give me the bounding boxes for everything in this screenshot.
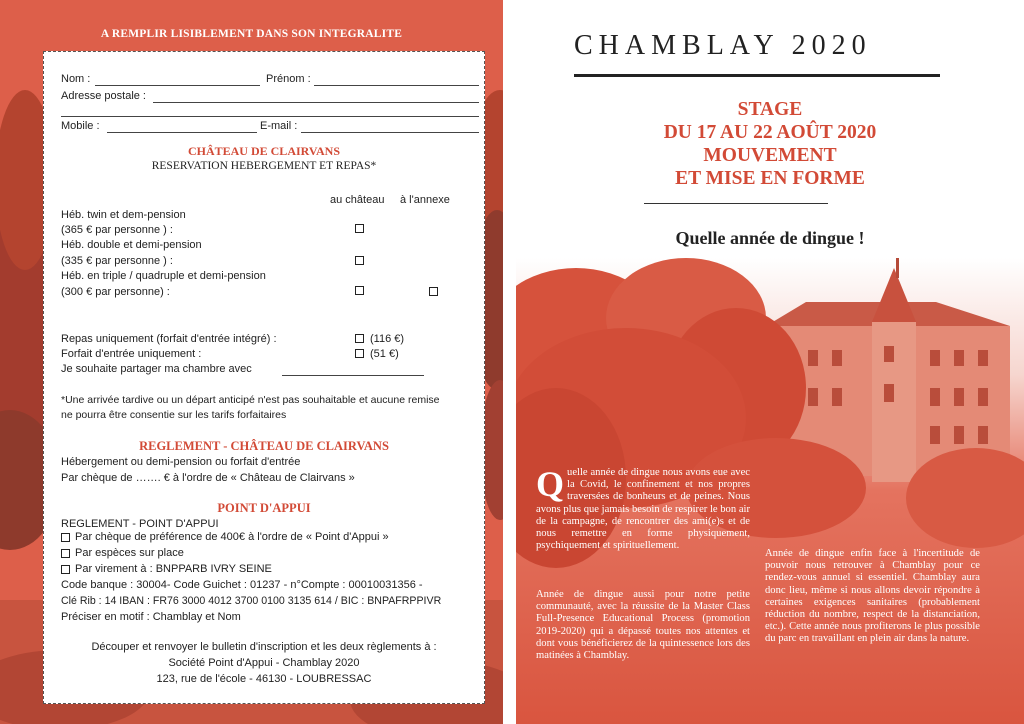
repas-label: Repas uniquement (forfait d'entrée intégré) : <box>61 333 277 345</box>
event-title: CHAMBLAY 2020 <box>574 30 872 61</box>
roommate-field[interactable] <box>282 375 424 376</box>
point-appui-title: POINT D'APPUI <box>217 501 311 515</box>
stage-line-3: MOUVEMENT <box>703 145 837 166</box>
reglement-chateau-title: REGLEMENT - CHÂTEAU DE CLAIRVANS <box>139 439 389 453</box>
intro-paragraph-1 <box>536 464 750 552</box>
payment-motif: Préciser en motif : Chamblay et Nom <box>61 611 241 623</box>
stage-line-dates: DU 17 AU 22 AOÛT 2020 <box>663 122 877 143</box>
intro-paragraph-1-text: uelle année de dingue nous avons eue avec la Covid, le confinement et nos propres traversées de bonheurs et de peines. Nous avons plus que jamais besoin de respirer le bon air de la campagne, de rencontrer des ami(e)s et de nous remettre en forme physiquement, psychiquement et spirituellement. <box>536 467 750 552</box>
adresse-field-line2[interactable] <box>61 116 479 117</box>
email-field[interactable] <box>301 132 479 133</box>
registration-panel <box>0 0 503 724</box>
room-double-label: Héb. double et demi-pension <box>61 239 202 251</box>
registration-form <box>43 51 485 704</box>
payment-especes-label: Par espèces sur place <box>75 547 184 559</box>
reglement-chateau-line2: Par chèque de ……. € à l'ordre de « Château de Clairvans » <box>61 472 355 484</box>
tarif-note-line2: ne pourra être consentie sur les tarifs forfaitaires <box>61 409 287 421</box>
forfait-checkbox[interactable] <box>355 349 364 358</box>
adresse-field[interactable] <box>153 102 479 103</box>
drop-cap: Q <box>536 464 565 504</box>
forfait-label: Forfait d'entrée uniquement : <box>61 348 202 360</box>
reglement-chateau-line1: Hébergement ou demi-pension ou forfait d'entrée <box>61 456 301 468</box>
point-appui-subtitle: REGLEMENT - POINT D'APPUI <box>61 518 219 530</box>
email-label: E-mail : <box>260 120 298 132</box>
payment-virement-label: Par virement à : BNPPARB IVRY SEINE <box>75 563 272 575</box>
repas-checkbox[interactable] <box>355 334 364 343</box>
roommate-label: Je souhaite partager ma chambre avec <box>61 363 252 375</box>
mobile-field[interactable] <box>107 132 257 133</box>
prenom-field[interactable] <box>314 85 479 86</box>
payment-virement-checkbox[interactable] <box>61 565 70 574</box>
room-triple-label: Héb. en triple / quadruple et demi-pension <box>61 270 266 282</box>
brochure-cover <box>516 0 1024 724</box>
room-twin-price: (365 € par personne ) : <box>61 224 173 236</box>
title-underline <box>574 74 940 77</box>
nom-label: Nom : <box>61 73 91 85</box>
return-address: 123, rue de l'école - 46130 - LOUBRESSAC <box>156 673 372 685</box>
room-twin-chateau-checkbox[interactable] <box>355 224 364 233</box>
nom-field[interactable] <box>95 85 260 86</box>
stage-line-1: STAGE <box>737 99 803 120</box>
room-twin-label: Héb. twin et dem-pension <box>61 209 186 221</box>
payment-cheque-label: Par chèque de préférence de 400€ à l'ordre de « Point d'Appui » <box>75 531 389 543</box>
return-company: Société Point d'Appui - Chamblay 2020 <box>168 657 360 669</box>
column-annexe-label: à l'annexe <box>400 194 450 206</box>
stage-heading <box>516 98 1024 190</box>
room-triple-chateau-checkbox[interactable] <box>355 286 364 295</box>
prenom-label: Prénom : <box>266 73 311 85</box>
adresse-label: Adresse postale : <box>61 90 146 102</box>
form-instruction-header: A REMPLIR LISIBLEMENT DANS SON INTEGRALITE <box>100 28 403 40</box>
room-double-price: (335 € par personne ) : <box>61 255 173 267</box>
return-instructions: Découper et renvoyer le bulletin d'inscription et les deux règlements à : <box>91 641 437 653</box>
repas-price: (116 €) <box>370 333 405 345</box>
tarif-note-line1: *Une arrivée tardive ou un départ anticipé n'est pas souhaitable et aucune remise <box>61 394 440 406</box>
column-chateau-label: au château <box>330 194 385 206</box>
chateau-section-title: CHÂTEAU DE CLAIRVANS <box>187 144 341 158</box>
stage-underline <box>644 203 828 204</box>
forfait-price: (51 €) <box>370 348 399 360</box>
chateau-section-subtitle: RESERVATION HEBERGEMENT ET REPAS* <box>151 160 377 172</box>
stage-line-4: ET MISE EN FORME <box>675 168 865 189</box>
tagline: Quelle année de dingue ! <box>675 228 865 248</box>
room-triple-price: (300 € par personne) : <box>61 286 170 298</box>
room-double-chateau-checkbox[interactable] <box>355 256 364 265</box>
room-triple-annexe-checkbox[interactable] <box>429 287 438 296</box>
mobile-label: Mobile : <box>61 120 100 132</box>
intro-paragraph-3: Année de dingue enfin face à l'incertitude de pouvoir nous retrouver à Chamblay pour ce rendez-vous annuel si essentiel. Chamblay aura donc lieu, même si nous allons devoir répondre à certaines exigences sanitaires (probablement réduction du nombre, respect de la distanciation, etc.). Cette année nous profiterons le plus possible du parc en travaillant en plein air dans la nature. <box>765 548 980 645</box>
payment-cheque-checkbox[interactable] <box>61 533 70 542</box>
payment-especes-checkbox[interactable] <box>61 549 70 558</box>
bank-codes: Code banque : 30004- Code Guichet : 01237 - n°Compte : 00010031356 - <box>61 579 423 591</box>
bank-iban: Clé Rib : 14 IBAN : FR76 3000 4012 3700 0100 3135 614 / BIC : BNPAFRPPIVR <box>61 595 442 607</box>
intro-paragraph-2: Année de dingue aussi pour notre petite communauté, avec la réussite de la Master Class Full-Presence Educational Process (promotion 2019-2020) qui a dépassé toutes nos attentes et dont vous bénéficierez de la quintessence lors des matinées à Chamblay. <box>536 589 750 662</box>
fold-gutter <box>503 0 516 724</box>
